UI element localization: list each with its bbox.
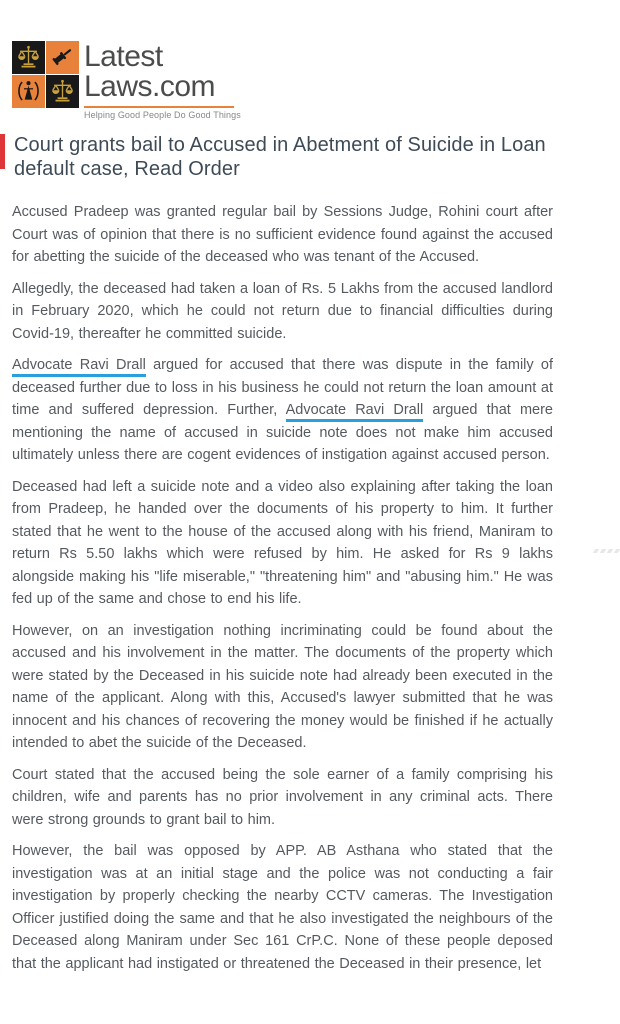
- advocate-ravi-drall-link[interactable]: Advocate Ravi Drall: [286, 402, 424, 422]
- article-paragraph: [12, 764, 553, 832]
- edge-mark: [607, 549, 613, 553]
- gavel-icon: [46, 41, 79, 74]
- article-paragraph: [12, 476, 553, 611]
- lady-justice-icon: [12, 75, 45, 108]
- scales-icon: [12, 41, 45, 74]
- logo-word-latest: Latest: [84, 40, 163, 73]
- article-title: Court grants bail to Accused in Abetment of Suicide in Loan default case, Read Order: [14, 134, 546, 180]
- paragraph-text: Deceased had left a suicide note and a video also explaining after taking the loan from Pradeep, he handed over the documents of his property to him. It further stated that he went to the house of the accused along with his friend, Maniram to return Rs 5.50 lakhs which were refused by him. He asked for Rs 9 lakhs alongside making his "life miserable," "threatening him" and "abusing him." He was fed up of the same and chose to end his life.: [12, 478, 553, 607]
- article-paragraph: [12, 278, 553, 346]
- paragraph-text: argued that mere mentioning the name of accused in suicide note does not make him accused ultimately unless there are cogent evidences of instigation against accused person.: [12, 402, 553, 463]
- logo-wordmark: [84, 41, 241, 120]
- edge-mark: [593, 549, 599, 553]
- paragraph-text: argued for accused that there was dispute in the family of deceased further due to loss in his business he could not return the loan amount at time and suffered depression. Further,: [12, 357, 553, 418]
- logo-word-lawscom: Laws.com: [84, 70, 216, 103]
- article-paragraph: [12, 840, 553, 975]
- title-accent-bar: [0, 134, 5, 169]
- logo-tagline: Helping Good People Do Good Things: [84, 110, 241, 120]
- edge-mark: [614, 549, 620, 553]
- site-logo-link[interactable]: [12, 41, 620, 120]
- article-paragraph: [12, 354, 553, 467]
- advocate-ravi-drall-link[interactable]: Advocate Ravi Drall: [12, 357, 146, 377]
- paragraph-text: Court stated that the accused being the sole earner of a family comprising his children, wife and parents has no prior involvement in any criminal acts. There were strong grounds to grant bail to him.: [12, 766, 553, 828]
- scales-icon: [46, 75, 79, 108]
- logo-emblem: [12, 41, 79, 108]
- paragraph-text: However, the bail was opposed by APP. AB Asthana who stated that the investigation was at an initial stage and the police was not conducting a fair investigation by properly checking the nearby CCTV cameras. The Investigation Officer justified doing the same and that he also investigated the neighbours of the Deceased along Maniram under Sec 161 CrP.C. None of these people deposed that the applicant had instigated or threatened the Deceased in their presence, let: [12, 843, 553, 972]
- page-edge-marks: [594, 549, 619, 553]
- paragraph-text: Accused Pradeep was granted regular bail by Sessions Judge, Rohini court after Court was of opinion that there is no sufficient evidence found against the accused for abetting the suicide of the deceased who was tenant of the Accused.: [12, 204, 553, 265]
- paragraph-text: Allegedly, the deceased had taken a loan of Rs. 5 Lakhs from the accused landlord in February 2020, which he could not return due to financial difficulties during Covid-19, thereafter he committed suicide.: [12, 280, 553, 342]
- article-paragraph: [12, 201, 553, 269]
- article-paragraph: [12, 620, 553, 755]
- news-article-page: [0, 41, 620, 1024]
- article-body: [12, 201, 553, 975]
- edge-mark: [600, 549, 606, 553]
- paragraph-text: However, on an investigation nothing incriminating could be found about the accused and his involvement in the matter. The documents of the property which were stated by the Deceased in his suicide note had already been executed in the name of the applicant. Along with this, Accused's lawyer submitted that he was innocent and his chances of recovering the money would be finished if he actually intended to abet the suicide of the Deceased.: [12, 622, 553, 751]
- site-header: [12, 41, 620, 120]
- article-header: [0, 133, 620, 181]
- logo-divider: [84, 106, 234, 108]
